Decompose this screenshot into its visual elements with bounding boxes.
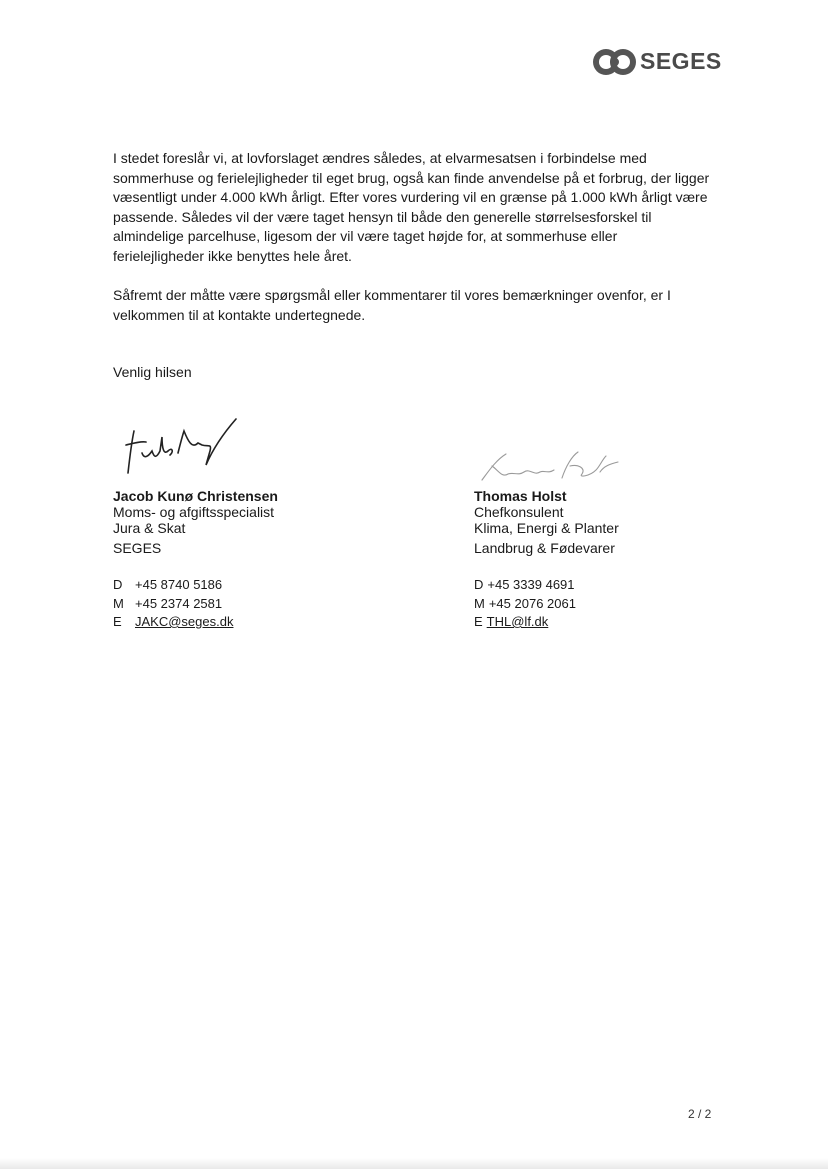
- signatory-department: Jura & Skat: [113, 520, 186, 536]
- signatory-left: [113, 488, 278, 556]
- email-link[interactable]: THL@lf.dk: [486, 614, 549, 629]
- contact-list-right: [474, 576, 576, 632]
- seges-logo: [592, 44, 722, 80]
- contact-value: +45 2374 2581: [135, 595, 223, 611]
- contact-value: +45 2076 2061: [488, 595, 576, 611]
- contact-row-mobile: [113, 595, 233, 614]
- signatory-title: Moms- og afgiftsspecialist: [113, 504, 275, 520]
- letter-paragraph: Såfremt der måtte være spørgsmål eller kommentarer til vores bemærkninger ovenfor, er I velkommen til at kontakte undertegnede.: [113, 287, 671, 323]
- contact-label: D: [474, 577, 484, 592]
- logo-wordmark: SEGES: [640, 48, 722, 74]
- contact-label: E: [113, 614, 122, 629]
- signatory-name: Jacob Kunø Christensen: [113, 488, 278, 504]
- signatory-department: Klima, Energi & Planter: [474, 520, 619, 536]
- contact-value: +45 3339 4691: [487, 577, 575, 592]
- handwritten-signature-right: [478, 448, 623, 488]
- contact-row-email: [113, 613, 233, 632]
- contact-row-phone: [474, 576, 576, 595]
- signatory-title: Chefkonsulent: [474, 504, 564, 520]
- page-number: 2 / 2: [688, 1107, 712, 1121]
- signatory-organization: SEGES: [113, 540, 162, 556]
- contact-row-email: [474, 613, 576, 632]
- email-link[interactable]: JAKC@seges.dk: [135, 614, 234, 629]
- contact-label: M: [113, 595, 124, 611]
- contact-value: +45 8740 5186: [135, 577, 223, 592]
- signatory-name: Thomas Holst: [474, 488, 567, 504]
- letter-greeting: Venlig hilsen: [113, 364, 192, 380]
- signatory-organization: Landbrug & Fødevarer: [474, 540, 615, 556]
- seges-logo-mark-icon: [592, 48, 638, 76]
- page-edge-shadow: [0, 1158, 828, 1169]
- contact-row-mobile: [474, 595, 576, 614]
- signatory-right: [474, 488, 619, 556]
- contact-row-phone: [113, 576, 233, 595]
- contact-label: E: [474, 614, 483, 629]
- contact-label: D: [113, 577, 123, 592]
- handwritten-signature-left: [112, 415, 242, 490]
- letter-paragraph: I stedet foreslår vi, at lovforslaget ændres således, at elvarmesatsen i forbindelse med sommerhuse og ferielejligheder til eget brug, også kan finde anvendelse på et forbrug, der ligger væsentligt under 4.000 kWh årligt. Efter vores vurdering vil en grænse på 1.000 kWh årligt være passende. Således vil der være taget hensyn til både den generelle størrelsesforskel til almindelige parcelhuse, ligesom der vil være taget højde for, at sommerhuse eller ferielejligheder ikke benyttes hele året.: [113, 150, 710, 264]
- contact-list-left: [113, 576, 233, 632]
- contact-label: M: [474, 595, 485, 611]
